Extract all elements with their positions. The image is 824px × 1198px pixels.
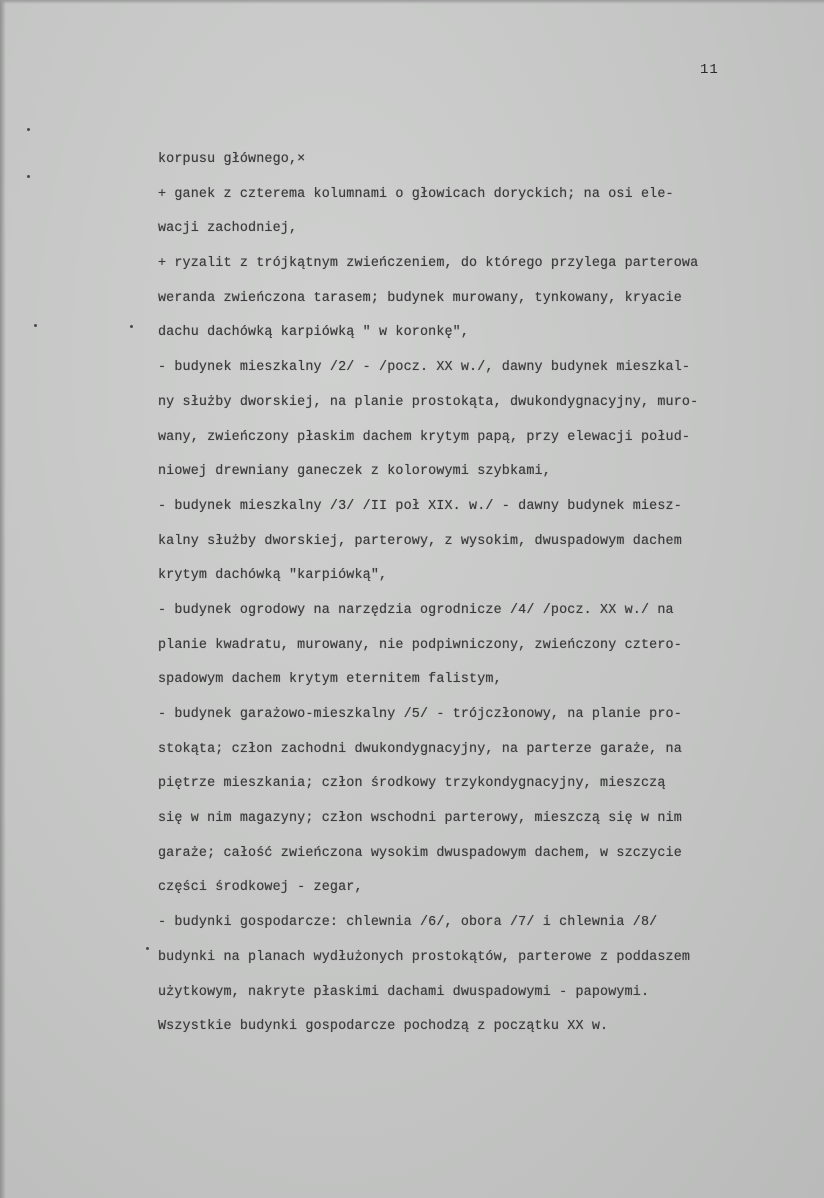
text-line: spadowym dachem krytym eternitem falistym, [158, 672, 502, 688]
punch-mark [146, 947, 149, 950]
text-line: - budynek ogrodowy na narzędzia ogrodnicze /4/ /pocz. XX w./ na [158, 602, 674, 618]
text-line: planie kwadratu, murowany, nie podpiwniczony, zwieńczony cztero- [158, 637, 682, 653]
text-line: użytkowym, nakryte płaskimi dachami dwuspadowymi - papowymi. [158, 984, 650, 1000]
text-line: dachu dachówką karpiówką " w koronkę", [158, 325, 470, 341]
text-line: ny służby dworskiej, na planie prostokąta, dwukondygnacyjny, muro- [158, 394, 699, 410]
text-line: - budynki gospodarcze: chlewnia /6/, obora /7/ i chlewnia /8/ [158, 915, 658, 931]
punch-mark [130, 325, 133, 328]
text-line: budynki na planach wydłużonych prostokątów, parterowe z poddaszem [158, 949, 691, 965]
text-line: garaże; całość zwieńczona wysokim dwuspadowym dachem, w szczycie [158, 845, 682, 861]
text-line: - budynek mieszkalny /2/ - /pocz. XX w./, dawny budynek mieszkal- [158, 360, 691, 376]
text-line: się w nim magazyny; człon wschodni parterowy, mieszczą się w nim [158, 811, 682, 827]
text-line: + ryzalit z trójkątnym zwieńczeniem, do którego przylega parterowa [158, 256, 699, 272]
text-line: Wszystkie budynki gospodarcze pochodzą z początku XX w. [158, 1019, 609, 1035]
text-line: niowej drewniany ganeczek z kolorowymi szybkami, [158, 464, 551, 480]
punch-mark [27, 175, 30, 178]
text-line: + ganek z czterema kolumnami o głowicach doryckich; na osi ele- [158, 186, 674, 202]
punch-mark [34, 324, 37, 327]
text-line: korpusu głównego,× [158, 152, 306, 167]
text-line: wacji zachodniej, [158, 221, 298, 237]
text-line: części środkowej - zegar, [158, 880, 363, 896]
scan-edge-left [0, 0, 6, 1198]
scan-edge-top [0, 0, 824, 4]
punch-mark [27, 128, 30, 131]
text-line: krytym dachówką "karpiówką", [158, 568, 388, 584]
text-line: weranda zwieńczona tarasem; budynek murowany, tynkowany, kryacie [158, 290, 682, 306]
text-line: kalny służby dworskiej, parterowy, z wysokim, dwuspadowym dachem [158, 533, 682, 549]
page-number: 11 [700, 62, 719, 78]
text-line: wany, zwieńczony płaskim dachem krytym papą, przy elewacji połud- [158, 429, 691, 445]
text-line: stokąta; człon zachodni dwukondygnacyjny, na parterze garaże, na [158, 741, 682, 757]
text-line: - budynek mieszkalny /3/ /II poł XIX. w./ - dawny budynek miesz- [158, 498, 682, 514]
typed-text-body [158, 146, 818, 1048]
text-line: piętrze mieszkania; człon środkowy trzykondygnacyjny, mieszczą [158, 776, 666, 792]
text-line: - budynek garażowo-mieszkalny /5/ - trójczłonowy, na planie pro- [158, 707, 682, 722]
